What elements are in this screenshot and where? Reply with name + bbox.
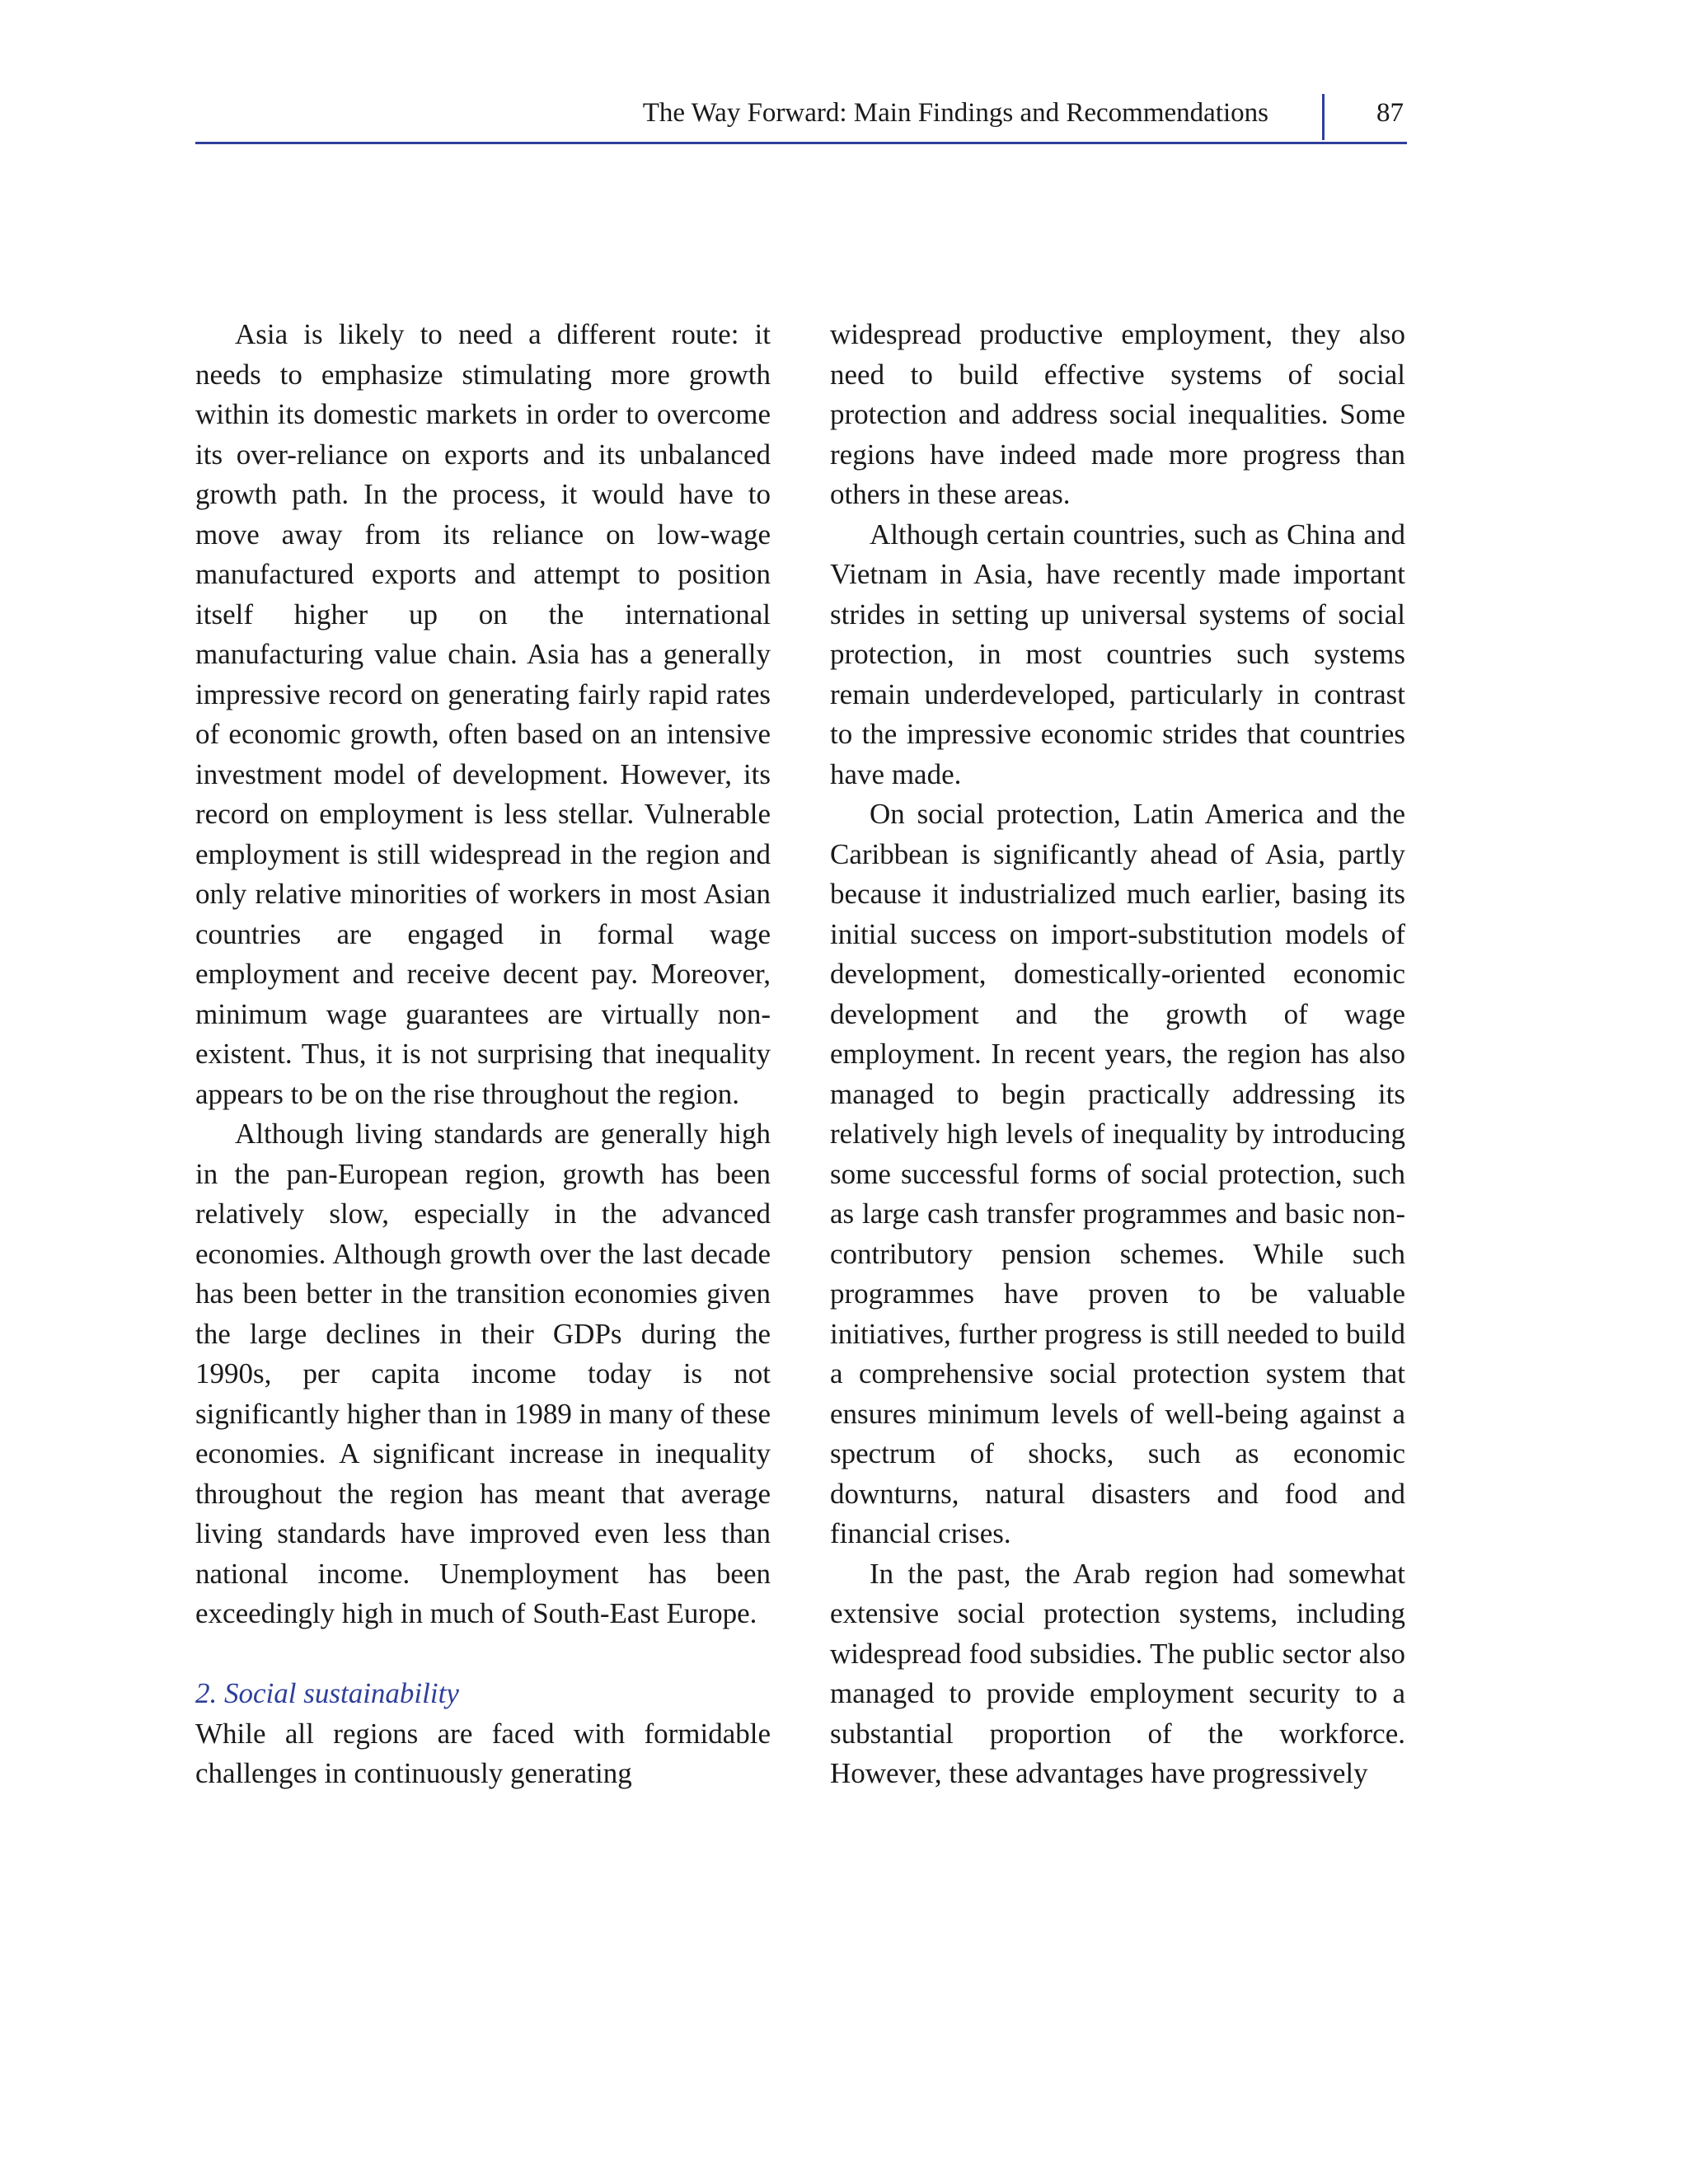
header-divider: [1322, 94, 1325, 140]
paragraph: widespread productive employment, they also need to build effective systems of social protection and address social inequalities. Some regions have indeed made more progress than others in these areas.: [830, 318, 1405, 510]
paragraph: Asia is likely to need a different route: it needs to emphasize stimulating more growth within its domestic markets in order to overcome its over-reliance on exports and its unbalanced growth path. In the process, it would have to move away from its reliance on low-wage manufactured exports and attempt to position itself higher up on the international manufacturing value chain. Asia has a generally impressive record on generating fairly rapid rates of economic growth, often based on an intensive investment model of development. However, its record on employment is less stellar. Vulnerable employment is still widespread in the region and only relative minorities of workers in most Asian countries are engaged in formal wage employment and receive decent pay. Moreover, minimum wage guarantees are virtually non-existent. Thus, it is not surprising that inequality appears to be on the rise throughout the region.: [195, 318, 771, 1110]
right-column: [830, 315, 1405, 1794]
page-header: [195, 92, 1407, 144]
paragraph: Although certain countries, such as China and Vietnam in Asia, have recently made important strides in setting up universal systems of social protection, in most countries such systems remain underdeveloped, particularly in contrast to the impressive economic strides that countries have made.: [830, 518, 1405, 790]
paragraph: While all regions are faced with formidable challenges in continuously generating: [195, 1717, 771, 1789]
left-column: [195, 315, 771, 1794]
paragraph: Although living standards are generally high in the pan-European region, growth has been relatively slow, especially in the advanced economies. Although growth over the last decade has been better in the transition economies given the large declines in their GDPs during the 1990s, per capita income today is not significantly higher than in 1989 in many of these economies. A significant increase in inequality throughout the region has meant that average living standards have improved even less than national income. Unemployment has been exceedingly high in much of South-East Europe.: [195, 1118, 771, 1629]
section-heading: 2. Social sustainability: [195, 1677, 459, 1709]
running-title: The Way Forward: Main Findings and Recommendations: [642, 98, 1268, 128]
page-number: 87: [1376, 98, 1404, 128]
paragraph: In the past, the Arab region had somewhat extensive social protection systems, including widespread food subsidies. The public sector also managed to provide employment security to a substantial proportion of the workforce. However, these advantages have progressively: [830, 1557, 1405, 1789]
paragraph: On social protection, Latin America and the Caribbean is significantly ahead of Asia, partly because it industrialized much earlier, basing its initial success on import-substitution models of development, domestically-oriented economic development and the growth of wage employment. In recent years, the region has also managed to begin practically addressing its relatively high levels of inequality by introducing some successful forms of social protection, such as large cash transfer programmes and basic non-contributory pension schemes. While such programmes have proven to be valuable initiatives, further progress is still needed to build a comprehensive social protection system that ensures minimum levels of well-being against a spectrum of shocks, such as economic downturns, natural disasters and food and financial crises.: [830, 798, 1405, 1549]
